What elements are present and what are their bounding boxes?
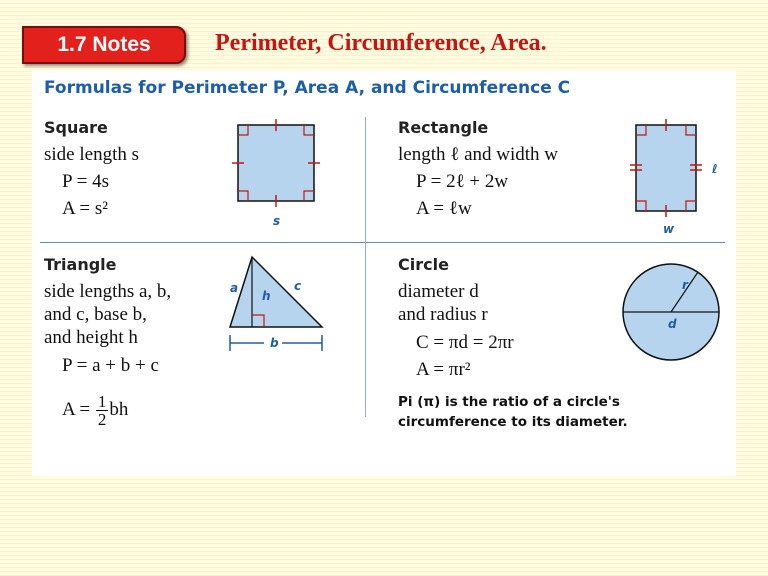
- circle-radius-label: r: [682, 278, 688, 292]
- rectangle-title: Rectangle: [398, 118, 489, 137]
- fraction-numerator: 1: [97, 392, 107, 411]
- circle-title: Circle: [398, 255, 449, 274]
- circle-diameter-label: d: [668, 317, 677, 331]
- triangle-perimeter-formula: P = a + b + c: [62, 355, 159, 376]
- rectangle-perimeter-formula: P = 2ℓ + 2w: [416, 171, 509, 192]
- formulas-heading: Formulas for Perimeter P, Area A, and Circumference C: [44, 78, 571, 98]
- triangle-side-c-label: c: [294, 279, 302, 293]
- square-diagram: [226, 115, 326, 225]
- triangle-area-suffix: bh: [109, 398, 129, 420]
- triangle-description-line-3: and height h: [44, 327, 138, 348]
- formula-sheet: [32, 71, 736, 476]
- rectangle-area-formula: A = ℓw: [416, 198, 472, 219]
- triangle-title: Triangle: [44, 255, 117, 274]
- rectangle-diagram: [626, 119, 716, 229]
- square-title: Square: [44, 118, 108, 137]
- rectangle-length-label: ℓ: [712, 162, 718, 176]
- circle-area-formula: A = πr²: [416, 359, 471, 380]
- square-area-formula: A = s²: [62, 198, 108, 219]
- pi-note-line-1: Pi (π) is the ratio of a circle's: [398, 394, 620, 410]
- triangle-description-line-1: side lengths a, b,: [44, 281, 172, 302]
- rectangle-description: length ℓ and width w: [398, 144, 559, 165]
- rectangle-width-label: w: [663, 222, 675, 236]
- circle-description-line-2: and radius r: [398, 304, 488, 325]
- horizontal-divider: [40, 242, 725, 243]
- square-description: side length s: [44, 144, 139, 165]
- triangle-area-prefix: A =: [62, 398, 91, 420]
- one-half-fraction: [96, 393, 109, 428]
- triangle-side-a-label: a: [230, 281, 239, 295]
- triangle-base-b-label: b: [270, 336, 279, 350]
- circle-diagram: [620, 261, 724, 365]
- vertical-divider: [365, 117, 366, 417]
- triangle-description-line-2: and c, base b,: [44, 304, 147, 325]
- fraction-denominator: 2: [97, 410, 107, 429]
- square-perimeter-formula: P = 4s: [62, 171, 109, 192]
- page-title: Perimeter, Circumference, Area.: [215, 30, 547, 56]
- circle-description-line-1: diameter d: [398, 281, 479, 302]
- square-side-label: s: [273, 214, 281, 228]
- pi-note-line-2: circumference to its diameter.: [398, 414, 628, 430]
- triangle-height-label: h: [262, 289, 271, 303]
- triangle-area-formula: [62, 393, 128, 428]
- triangle-diagram: [226, 251, 336, 361]
- notes-tab: 1.7 Notes: [22, 26, 186, 64]
- circle-circumference-formula: C = πd = 2πr: [416, 332, 514, 353]
